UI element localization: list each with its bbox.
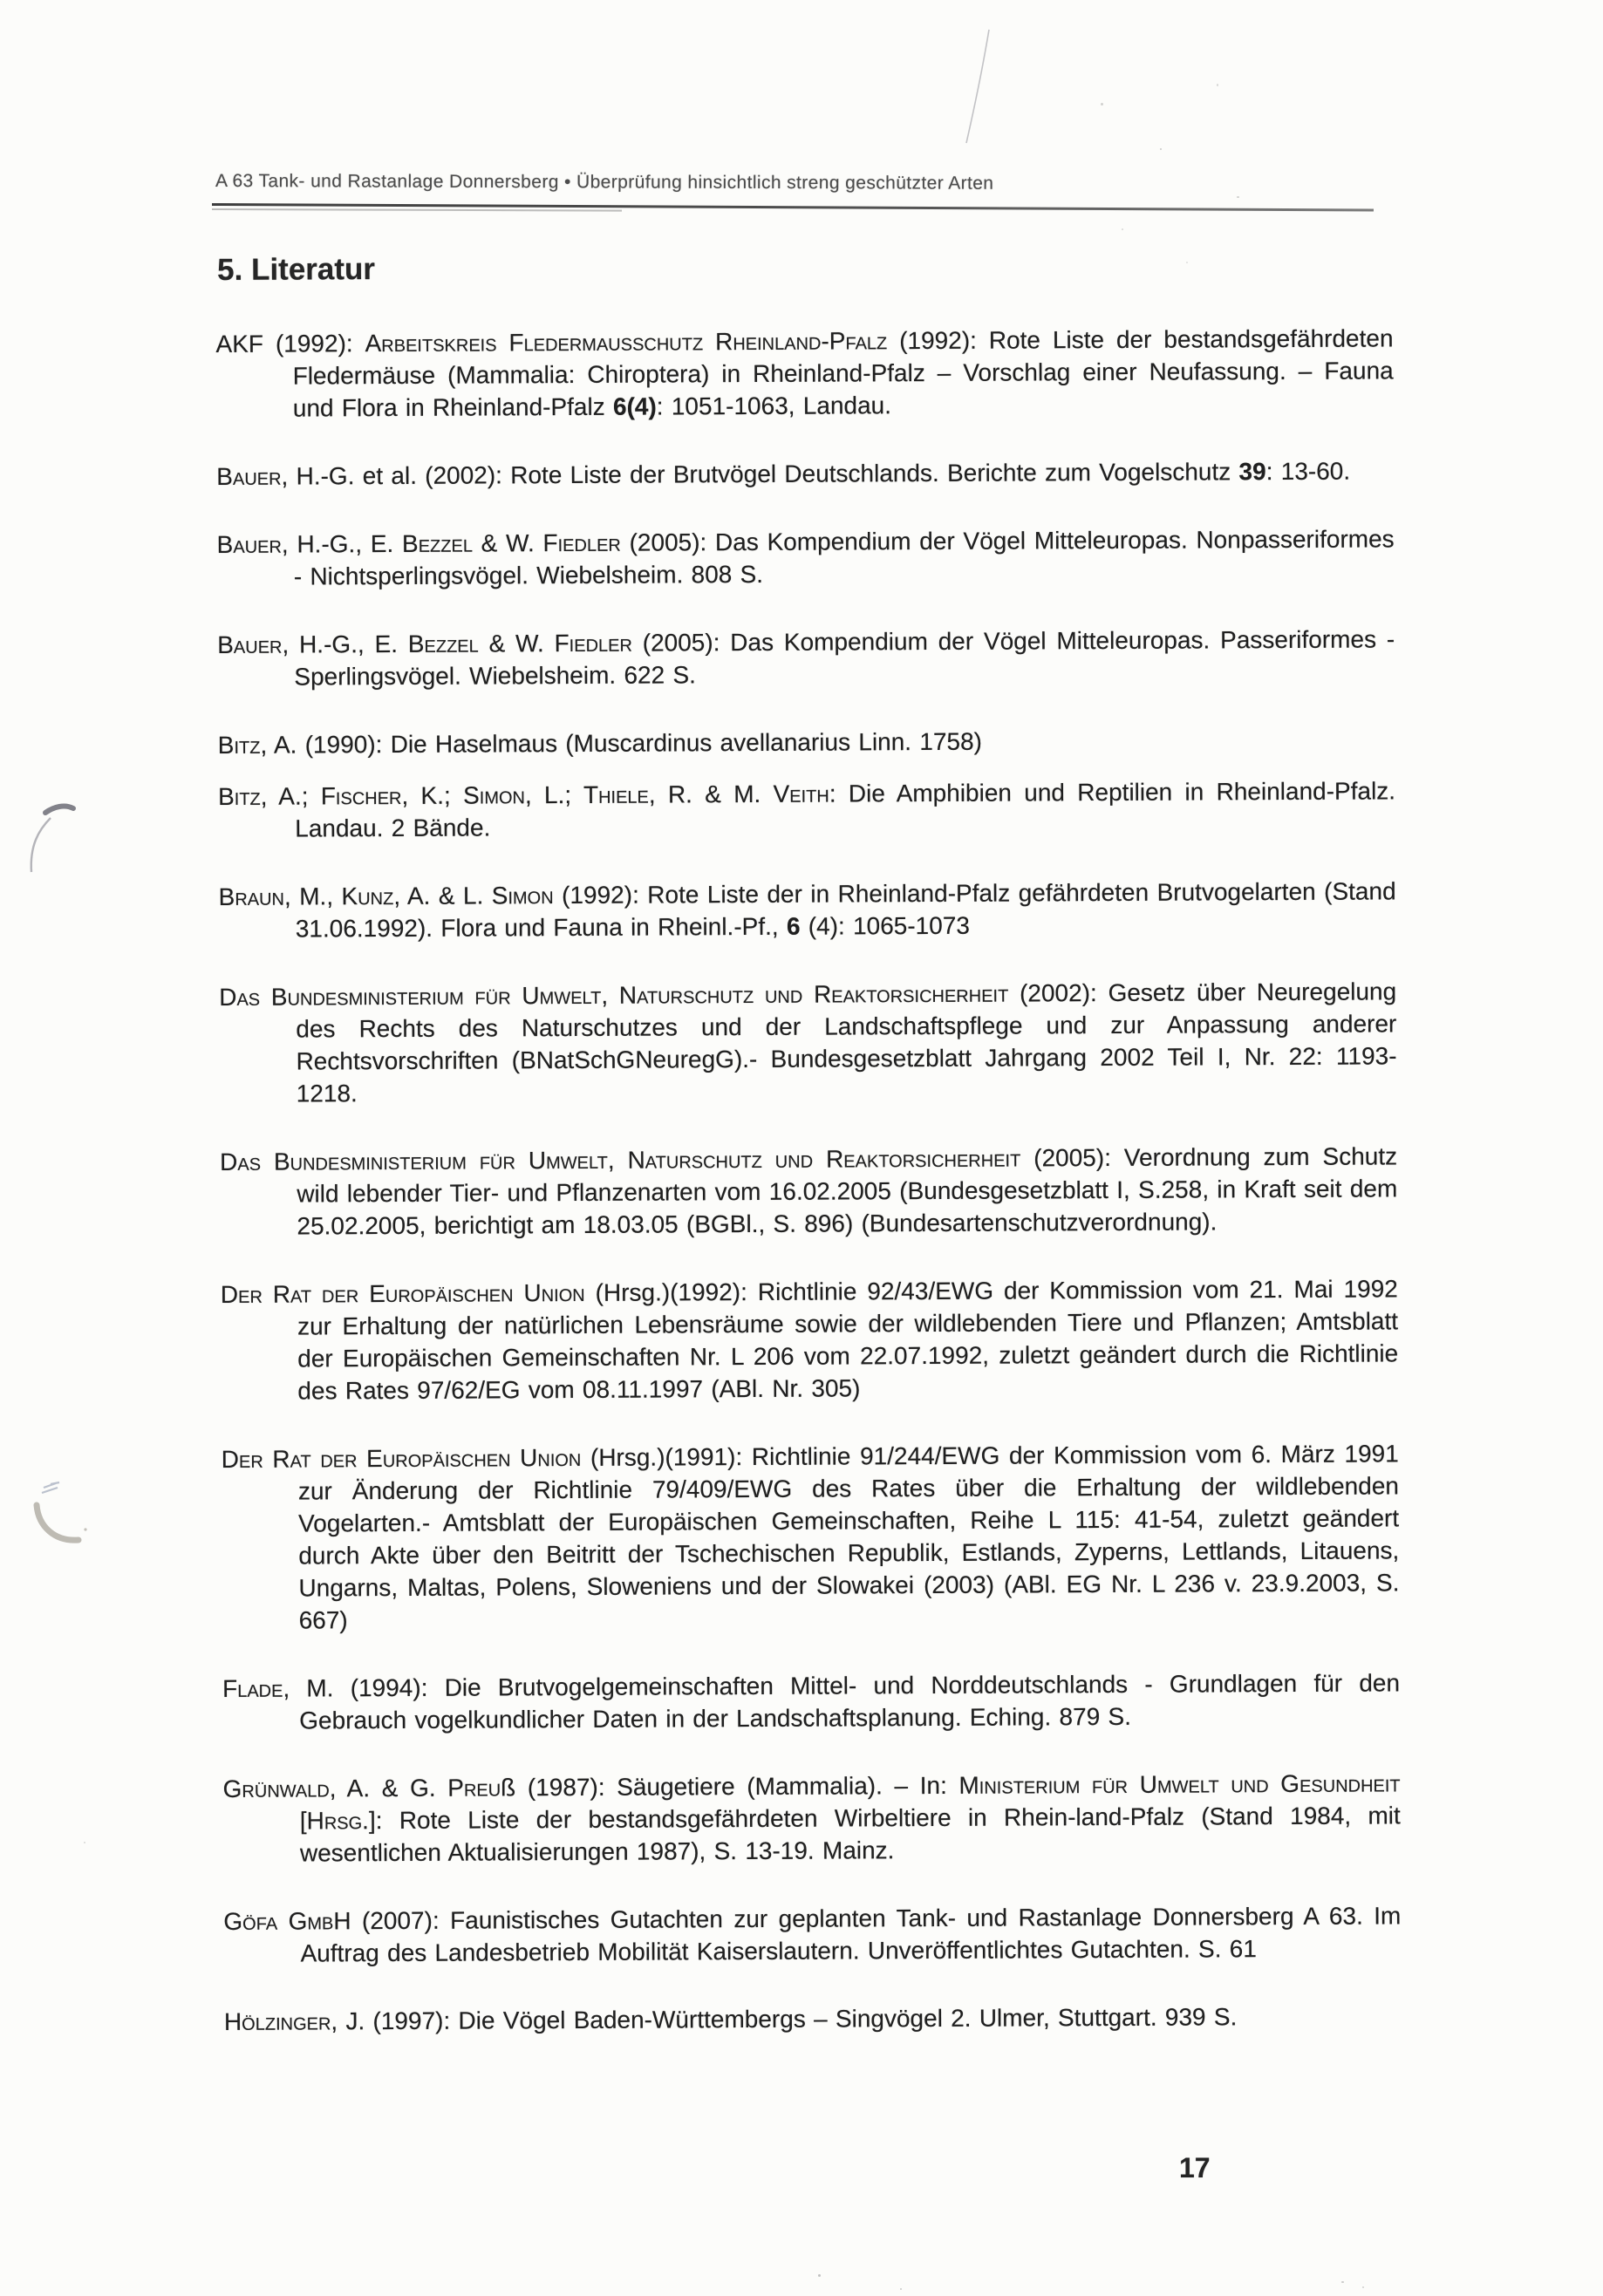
reference-text-segment: (1992): Rote Liste der in Rheinland-Pfalz gefährdeten Brutvogelarten (Stand 31.06.1992). Flora und Fauna in Rheinl.-Pf., <box>295 877 1396 943</box>
reference-item <box>215 322 1394 425</box>
reference-text-segment: (2005): Das Kompendium der Vögel Mitteleuropas. Nonpasseriformes - Nichtsperlingsvögel. Wiebelsheim. 808 S. <box>293 525 1395 590</box>
reference-item <box>217 623 1395 693</box>
reference-text-segment: (2002): Gesetz über Neuregelung des Rechts des Naturschutzes und der Landschaftspflege und zur Anpassung anderer Rechtsvorschriften (BNatSchGNeuregG).- Bundesgesetzblatt Jahrgang 2002 Teil I, Nr. 22: 1193-1218. <box>296 978 1397 1107</box>
reference-text-segment: (1990): Die Haselmaus (Muscardinus avellanarius Linn. 1758) <box>297 727 983 759</box>
reference-text-segment: (1997): Die Vögel Baden-Württembergs – Singvögel 2. Ulmer, Stuttgart. 939 S. <box>365 2003 1238 2035</box>
reference-text-segment: (Hrsg.)(1991): Richtlinie 91/244/EWG der Kommission vom 6. März 1991 zur Änderung der Richtlinie 79/409/EWG des Rates über die Erhaltung der wildlebenden Vogelarten.- Amtsblatt der Europäischen Gemeinschaften, Reihe L 115: 41-54, zuletzt geändert durch Akte über den Beitritt der Tschechischen Republik, Estlands, Zyperns, Lettlands, Litauens, Ungarns, Maltas, Polens, Sloweniens und der Slowakei (2003) (ABl. EG Nr. L 236 v. 23.9.2003, S. 667) <box>297 1440 1400 1634</box>
header-rule-echo <box>212 208 622 212</box>
pencil-stroke-top <box>951 26 1012 148</box>
reference-text-segment: Bauer, H.-G. <box>216 462 355 490</box>
reference-text-segment: : 13-60. <box>1265 457 1351 486</box>
reference-item <box>221 1272 1399 1407</box>
reference-text-segment: 6 <box>786 912 801 940</box>
reference-text-segment: : Die Amphibien und Reptilien in Rheinland-Pfalz. Landau. 2 Bände. <box>295 777 1396 842</box>
reference-text-segment: (1994): Die Brutvogelgemeinschaften Mittel- und Norddeutschlands - Grundlagen für den Gebrauch vogelkundlicher Daten in der Landschaftsplanung. Eching. 879 S. <box>299 1669 1401 1734</box>
reference-text-segment: Arbeitskreis Fledermausschutz Rheinland-Pfalz <box>365 327 888 358</box>
reference-text-segment: Bauer, H.-G., E. Bezzel & W. Fiedler <box>217 629 632 658</box>
margin-pencil-mark <box>19 801 80 883</box>
reference-item <box>220 1140 1398 1243</box>
reference-text-segment: et al. (2002): Rote Liste der Brutvögel Deutschlands. Berichte zum Vogelschutz <box>354 458 1239 490</box>
reference-item <box>222 1666 1400 1737</box>
reference-text-segment: Grünwald, A. & G. Preu <box>222 1774 501 1802</box>
reference-text-segment: Göfa GmbH <box>223 1907 351 1935</box>
reference-text-segment: (4): 1065-1073 <box>800 911 971 940</box>
reference-text-segment: Braun, M., Kunz, A. & L. Simon <box>218 882 554 910</box>
reference-text-segment: ß <box>501 1774 516 1802</box>
reference-text-segment: (1992): Rote Liste der bestandsgefährdeten Fledermäuse (Mammalia: Chiroptera) in Rheinland-Pfalz – Vorschlag einer Neufassung. – Fauna und Flora in Rheinland-Pfalz <box>292 324 1394 422</box>
reference-item <box>219 975 1397 1110</box>
reference-item <box>218 774 1395 845</box>
reference-item <box>217 522 1395 593</box>
reference-text-segment: Ministerium für Umwelt und Gesundheit [Hrsg.] <box>299 1769 1401 1835</box>
reference-item <box>223 1899 1401 1970</box>
reference-text-segment: (1992): <box>263 330 365 358</box>
reference-text-segment: 6(4) <box>612 392 657 420</box>
reference-text-segment: (1987): Säugetiere (Mammalia). – In: <box>515 1771 959 1802</box>
reference-item <box>218 723 1395 761</box>
reference-list <box>215 322 1402 2038</box>
reference-text-segment: Flade, M. <box>222 1674 334 1702</box>
page-number: 17 <box>1179 2152 1211 2184</box>
reference-text-segment: : 1051-1063, Landau. <box>656 392 892 420</box>
running-header: A 63 Tank- und Rastanlage Donnersberg • Überprüfung hinsichtlich streng geschützter Arten <box>215 171 994 194</box>
section-title: 5. Literatur <box>216 252 376 287</box>
reference-text-segment: : Rote Liste der bestandsgefährdeten Wirbeltiere in Rhein-land-Pfalz (Stand 1984, mit wesentlichen Aktualisierungen 1987), S. 13-19. Mainz. <box>299 1802 1401 1867</box>
reference-item <box>223 1767 1402 1870</box>
reference-text-segment: Bitz, A. <box>217 731 297 759</box>
reference-text-segment: Der Rat der Europäischen Union <box>220 1278 585 1308</box>
reference-text-segment: Der Rat der Europäischen Union <box>221 1443 582 1473</box>
reference-item <box>222 1437 1400 1637</box>
reference-text-segment: (Hrsg.)(1992): Richtlinie 92/43/EWG der Kommission vom 21. Mai 1992 zur Erhaltung der natürlichen Lebensräume sowie der wildlebenden Tiere und Pflanzen; Amtsblatt der Europäischen Gemeinschaften Nr. L 206 vom 22.07.1992, zuletzt geändert durch die Richtlinie des Rates 97/62/EG vom 08.11.1997 (ABl. Nr. 305) <box>297 1275 1399 1405</box>
reference-text-segment: (2007): Faunistisches Gutachten zur geplanten Tank- und Rastanlage Donnersberg A 63. Im Auftrag des Landesbetrieb Mobilität Kaiserslautern. Unveröffentlichtes Gutachten. S. 61 <box>300 1902 1402 1967</box>
reference-text-segment: Hölzinger, J. <box>223 2007 365 2035</box>
reference-item <box>216 454 1394 493</box>
reference-text-segment: AKF <box>215 330 264 358</box>
reference-text-segment: Bauer, H.-G., E. Bezzel & W. Fiedler <box>216 528 621 558</box>
reference-text-segment: Bitz, A.; Fischer, K.; Simon, L.; Thiele, R. & M. Veith <box>217 780 829 810</box>
reference-text-segment: (2005): Das Kompendium der Vögel Mitteleuropas. Passeriformes - Sperlingsvögel. Wiebelsheim. 622 S. <box>294 625 1395 691</box>
main-content <box>215 247 1402 2074</box>
reference-text-segment: (2005): Verordnung zum Schutz wild lebender Tier- und Pflanzenarten vom 16.02.2005 (Bundesgesetzblatt I, S.258, in Kraft seit dem 25.02.2005, berichtigt am 18.03.05 (BGBl., S. 896) (Bundesartenschutzverordnung). <box>297 1142 1398 1240</box>
reference-item <box>219 875 1396 945</box>
reference-text-segment: Das Bundesministerium für Umwelt, Naturschutz und Reaktorsicherheit <box>220 1144 1021 1175</box>
reference-text-segment: Das Bundesministerium für Umwelt, Naturschutz und Reaktorsicherheit <box>219 979 1009 1011</box>
margin-pencil-mark-2 <box>24 1472 99 1559</box>
reference-text-segment: 39 <box>1238 458 1266 486</box>
reference-item <box>224 2000 1402 2038</box>
